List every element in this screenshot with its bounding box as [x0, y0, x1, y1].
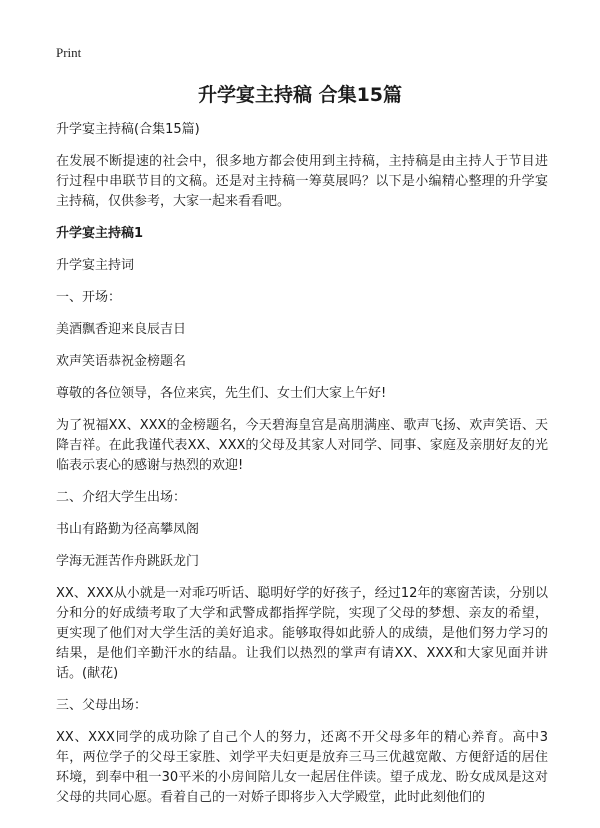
document-body	[56, 120, 548, 820]
print-link[interactable]: Print	[56, 45, 82, 60]
couplet-line: 学海无涯苦作舟跳跃龙门	[56, 554, 200, 569]
page-title: 升学宴主持稿 合集15篇	[197, 84, 403, 106]
opening-paragraph: 为了祝福XX、XXX的金榜题名，今天碧海皇宫是高朋满座、歌声飞扬、欢声笑语、天降吉祥。在此我谨代表XX、XXX的父母及其家人对同学、同事、家庭及亲朋好友的光临表示衷心的感谢与热烈的欢迎!	[56, 418, 548, 473]
document-subtitle: 升学宴主持稿(合集15篇)	[56, 122, 200, 137]
intro-paragraph: 在发展不断提速的社会中，很多地方都会使用到主持稿，主持稿是由主持人于节目进行过程中串联节目的文稿。还是对主持稿一筹莫展吗？以下是小编精心整理的升学宴主持稿，仅供参考，大家一起来看看吧。	[56, 154, 548, 209]
part1-heading: 一、开场：	[56, 290, 122, 305]
couplet-line: 欢声笑语恭祝金榜题名	[56, 354, 187, 369]
part3-heading: 三、父母出场：	[56, 698, 148, 713]
section-subheading: 升学宴主持词	[56, 258, 135, 273]
part2-heading: 二、介绍大学生出场：	[56, 490, 187, 505]
section-heading: 升学宴主持稿1	[56, 226, 144, 241]
students-paragraph: XX、XXX从小就是一对乖巧听话、聪明好学的好孩子，经过12年的寒窗苦读，分别以分和分的好成绩考取了大学和武警成都指挥学院，实现了父母的梦想、亲友的希望，更实现了他们对大学生活的美好追求。能够取得如此骄人的成绩，是他们努力学习的结果，是他们辛勤汗水的结晶。让我们以热烈的掌声有请XX、XXX和大家见面并讲话。(献花)	[56, 586, 548, 681]
couplet-line: 美酒飘香迎来良辰吉日	[56, 322, 187, 337]
couplet-line: 书山有路勤为径高攀凤阁	[56, 522, 200, 537]
greeting-line: 尊敬的各位领导，各位来宾，先生们、女士们大家上午好!	[56, 386, 387, 401]
parents-paragraph: XX、XXX同学的成功除了自己个人的努力，还离不开父母多年的精心养育。高中3年，两位学子的父母王家胜、刘学平夫妇更是放弃三马三优越宽敞、方便舒适的居住环境，到奉中租一30平米的小房间陪儿女一起居住伴读。望子成龙、盼女成凤是这对父母的共同心愿。看着自己的一对娇子即将步入大学殿堂，此时此刻他们的	[56, 730, 548, 805]
